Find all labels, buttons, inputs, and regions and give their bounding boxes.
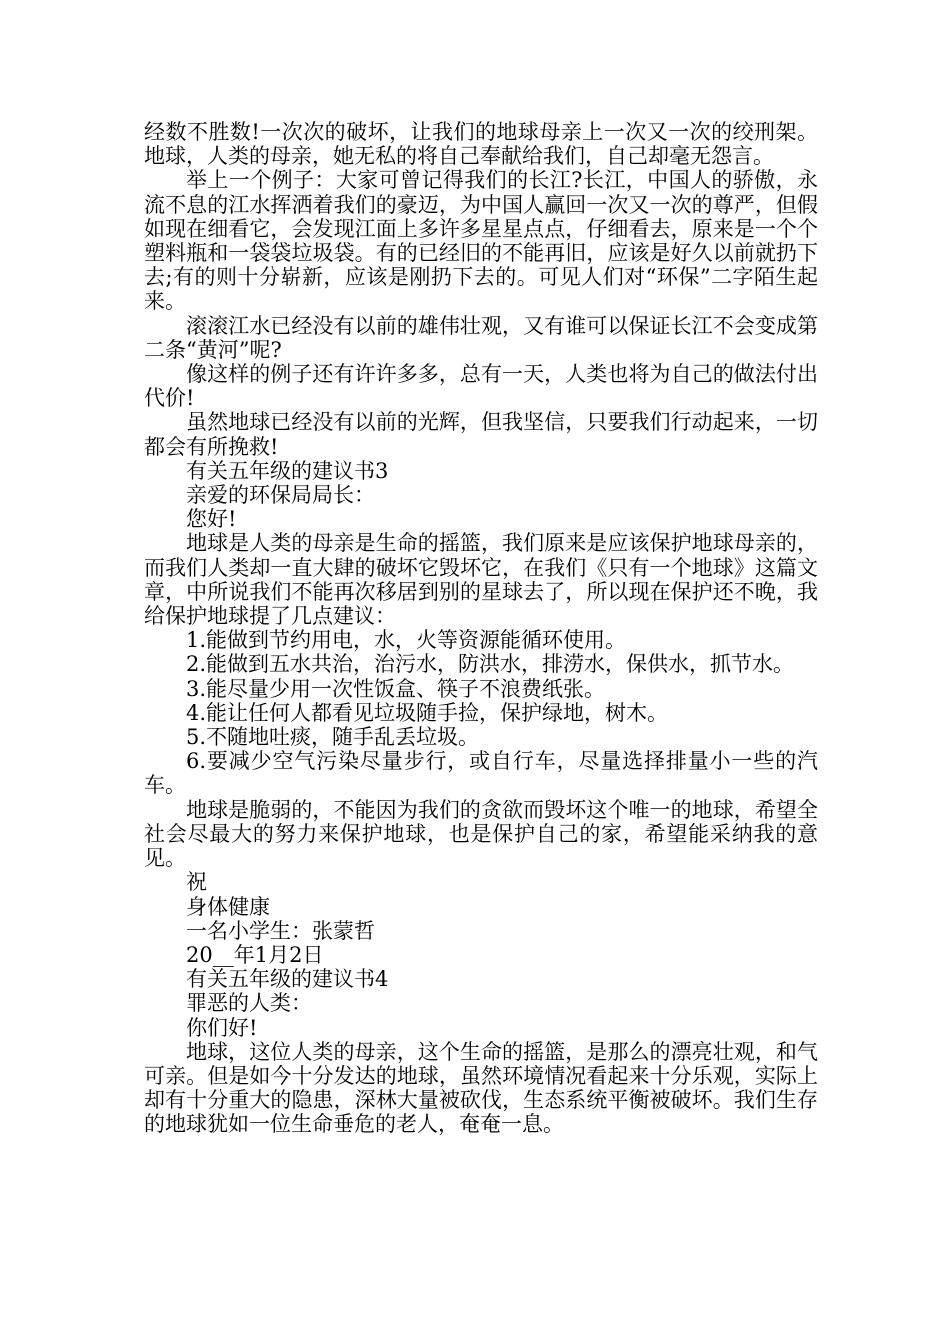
list-item: 1.能做到节约用电，水，火等资源能循环使用。 <box>186 628 627 653</box>
paragraph: 滚滚江水已经没有以前的雄伟壮观，又有谁可以保证长江不会变成第二条“黄河”呢? <box>144 313 818 362</box>
greeting: 您好! <box>186 507 237 532</box>
greeting: 你们好! <box>186 1015 258 1040</box>
list-item: 5.不随地吐痰，随手乱丢垃圾。 <box>186 725 480 750</box>
paragraph: 地球，这位人类的母亲，这个生命的摇篮，是那么的漂亮壮观，和气可亲。但是如今十分发达的地球，虽然环境情况看起来十分乐观，实际上却有十分重大的隐患，深林大量被砍伐，生态系统平衡被破坏。我们生存的地球犹如一位生命垂危的老人，奄奄一息。 <box>144 1039 818 1137</box>
list-item: 3.能尽量少用一次性饭盒、筷子不浪费纸张。 <box>186 676 606 701</box>
closing-wish: 祝 <box>186 870 207 895</box>
closing-wish-body: 身体健康 <box>186 894 270 919</box>
list-item: 4.能让任何人都看见垃圾随手捡，保护绿地，树木。 <box>186 700 669 725</box>
paragraph: 地球是人类的母亲是生命的摇篮，我们原来是应该保护地球母亲的，而我们人类却一直大肆的破坏它毁坏它，在我们《只有一个地球》这篇文章，中所说我们不能再次移居到别的星球去了，所以现在保护还不晚，我给保护地球提了几点建议： <box>144 531 818 629</box>
paragraph: 经数不胜数!一次次的破坏，让我们的地球母亲上一次又一次的绞刑架。地球，人类的母亲，她无私的将自己奉献给我们，自己却毫无怨言。 <box>144 120 818 169</box>
list-item: 6.要减少空气污染尽量步行，或自行车，尽量选择排量小一些的汽车。 <box>144 749 818 798</box>
section-heading: 有关五年级的建议书4 <box>186 967 389 992</box>
paragraph: 举上一个例子：大家可曾记得我们的长江?长江，中国人的骄傲，永流不息的江水挥洒着我们的豪迈，为中国人赢回一次又一次的尊严，但假如现在细看它，会发现江面上多许多星星点点，仔细看去，原来是一个个塑料瓶和一袋袋垃圾袋。有的已经旧的不能再旧，应该是好久以前就扔下去;有的则十分崭新，应该是刚扔下去的。可见人们对“环保”二字陌生起来。 <box>144 168 818 314</box>
salutation: 亲爱的环保局局长： <box>186 483 375 508</box>
signature: 一名小学生：张蒙哲 <box>186 918 375 943</box>
paragraph: 像这样的例子还有许许多多，总有一天，人类也将为自己的做法付出代价! <box>144 362 818 411</box>
document-body <box>144 120 818 1137</box>
section-heading: 有关五年级的建议书3 <box>186 458 389 483</box>
salutation: 罪恶的人类： <box>186 991 312 1016</box>
paragraph: 虽然地球已经没有以前的光辉，但我坚信，只要我们行动起来，一切都会有所挽救! <box>144 410 818 459</box>
paragraph: 地球是脆弱的，不能因为我们的贪欲而毁坏这个唯一的地球，希望全社会尽最大的努力来保护地球，也是保护自己的家，希望能采纳我的意见。 <box>144 797 818 871</box>
list-item: 2.能做到五水共治，治污水，防洪水，排涝水，保供水，抓节水。 <box>186 652 795 677</box>
date: 20__年1月2日 <box>186 942 324 967</box>
